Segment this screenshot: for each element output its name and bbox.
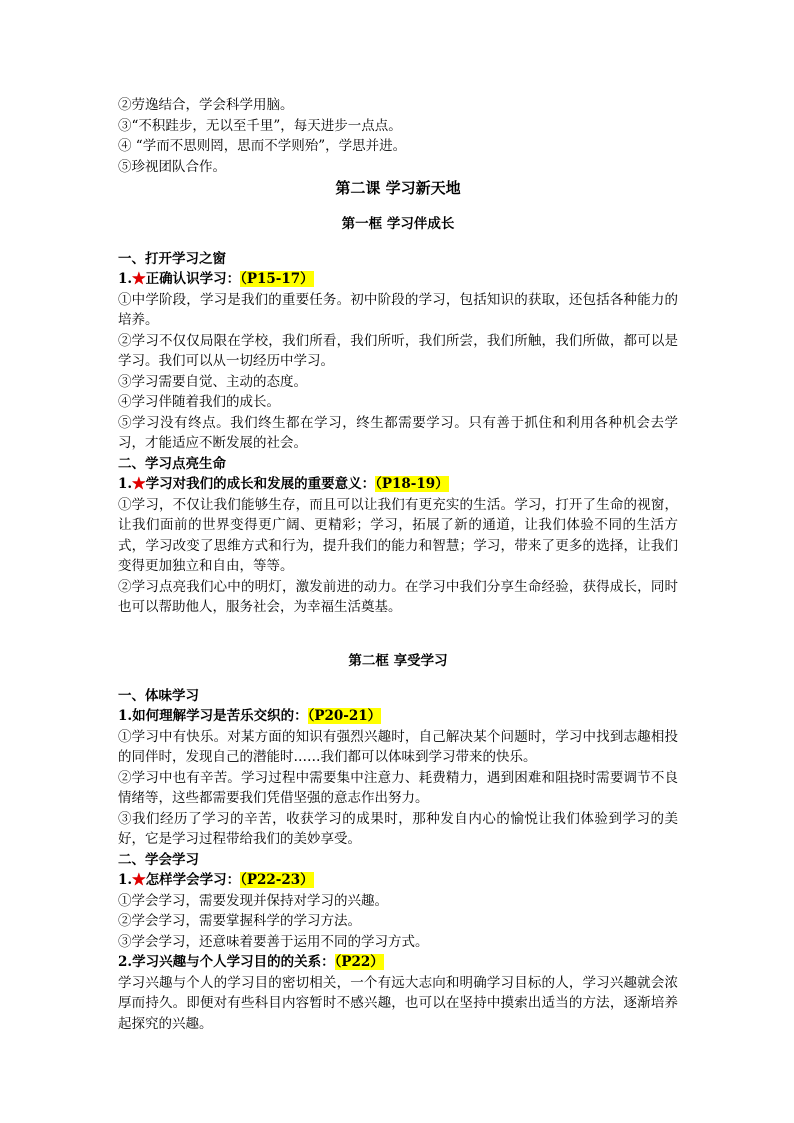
point-text: ③我们经历了学习的辛苦，收获学习的成果时，那种发自内心的愉悦让我们体验到学习的美好，它是学习过程带给我们的美妙享受。 xyxy=(118,810,678,847)
question-text: 学习对我们的成长和发展的重要意义： xyxy=(145,476,376,492)
question-heading xyxy=(118,952,678,973)
point-text: ①学习，不仅让我们能够生存，而且可以让我们有更充实的生活。学习，打开了生命的视窗，让我们面前的世界变得更广阔、更精彩；学习，拓展了新的通道，让我们体验不同的生活方式，学习改变了思维方式和行为，提升我们的能力和智慧；学习，带来了更多的选择，让我们变得更加独立和自由，等等。 xyxy=(118,496,678,574)
question-heading xyxy=(118,474,678,495)
question-text: 怎样学会学习： xyxy=(145,872,241,888)
star-icon: ★ xyxy=(132,271,146,287)
question-number: 2. xyxy=(118,954,133,970)
intro-line: ②劳逸结合，学会科学用脑。 xyxy=(118,97,294,113)
frame2-title: 第二框 享受学习 xyxy=(348,653,448,669)
question-text: 如何理解学习是苦乐交织的： xyxy=(132,708,308,724)
point-text: ②学会学习，需要掌握科学的学习方法。 xyxy=(118,913,361,929)
question-number: 1. xyxy=(118,271,133,287)
intro-line: ⑤珍视团队合作。 xyxy=(118,158,226,175)
point-text: ④学习伴随着我们的成长。 xyxy=(118,394,280,410)
point-text: ①中学阶段，学习是我们的重要任务。初中阶段的学习，包括知识的获取，还包括各种能力的培养。 xyxy=(118,291,678,328)
page-reference: （P22-23） xyxy=(240,872,314,888)
page-reference: （P15-17） xyxy=(240,271,314,287)
question-text: 学习兴趣与个人学习目的的关系： xyxy=(132,954,335,970)
question-text: 正确认识学习： xyxy=(145,271,241,287)
lesson-title: 第二课 学习新天地 xyxy=(335,179,461,197)
point-text: ②学习中也有辛苦。学习过程中需要集中注意力、耗费精力，遇到困难和阻挠时需要调节不良情绪等，这些都需要我们凭借坚强的意志作出努力。 xyxy=(118,769,678,806)
star-icon: ★ xyxy=(132,872,146,888)
section-heading: 一、打开学习之窗 xyxy=(118,250,226,267)
question-heading xyxy=(118,706,678,727)
body-paragraph: 学习兴趣与个人的学习目的密切相关，一个有远大志向和明确学习目标的人，学习兴趣就会浓厚而持久。即便对有些科目内容暂时不感兴趣，也可以在坚持中摸索出适当的方法，逐渐培养起探究的兴趣。 xyxy=(118,974,678,1032)
star-icon: ★ xyxy=(132,476,146,492)
section-heading: 一、体味学习 xyxy=(118,687,199,704)
section-heading: 二、学会学习 xyxy=(118,851,199,868)
question-heading xyxy=(118,870,678,891)
section-heading: 二、学习点亮生命 xyxy=(118,455,226,472)
page-reference: （P18-19） xyxy=(375,476,449,492)
point-text: ②学习不仅仅局限在学校，我们所看，我们所听，我们所尝，我们所触，我们所做，都可以是学习。我们可以从一切经历中学习。 xyxy=(118,332,678,369)
point-text: ③学会学习，还意味着要善于运用不同的学习方式。 xyxy=(118,933,429,950)
intro-line: ④ “学而不思则罔，思而不学则殆”，学思并进。 xyxy=(118,138,407,154)
question-number: 1. xyxy=(118,872,133,888)
frame1-title: 第一框 学习伴成长 xyxy=(341,216,455,232)
point-text: ①学习中有快乐。对某方面的知识有强烈兴趣时，自己解决某个问题时，学习中找到志趣相投的同伴时，发现自己的潜能时……我们都可以体味到学习带来的快乐。 xyxy=(118,728,678,765)
question-number: 1. xyxy=(118,476,133,492)
point-text: ③学习需要自觉、主动的态度。 xyxy=(118,373,307,390)
page-reference: （P22） xyxy=(334,954,384,970)
page-reference: （P20-21） xyxy=(307,708,382,724)
point-text: ①学会学习，需要发现并保持对学习的兴趣。 xyxy=(118,892,388,909)
spacer xyxy=(118,618,678,638)
document-page xyxy=(118,95,678,1034)
point-text: ②学习点亮我们心中的明灯，激发前进的动力。在学习中我们分享生命经验，获得成长，同时也可以帮助他人，服务社会，为幸福生活奠基。 xyxy=(118,578,678,615)
question-heading xyxy=(118,269,678,290)
point-text: ⑤学习没有终点。我们终生都在学习，终生都需要学习。只有善于抓住和利用各种机会去学习，才能适应不断发展的社会。 xyxy=(118,414,678,451)
question-number: 1. xyxy=(118,708,133,724)
intro-line: ③“不积跬步，无以至千里”，每天进步一点点。 xyxy=(118,117,402,134)
